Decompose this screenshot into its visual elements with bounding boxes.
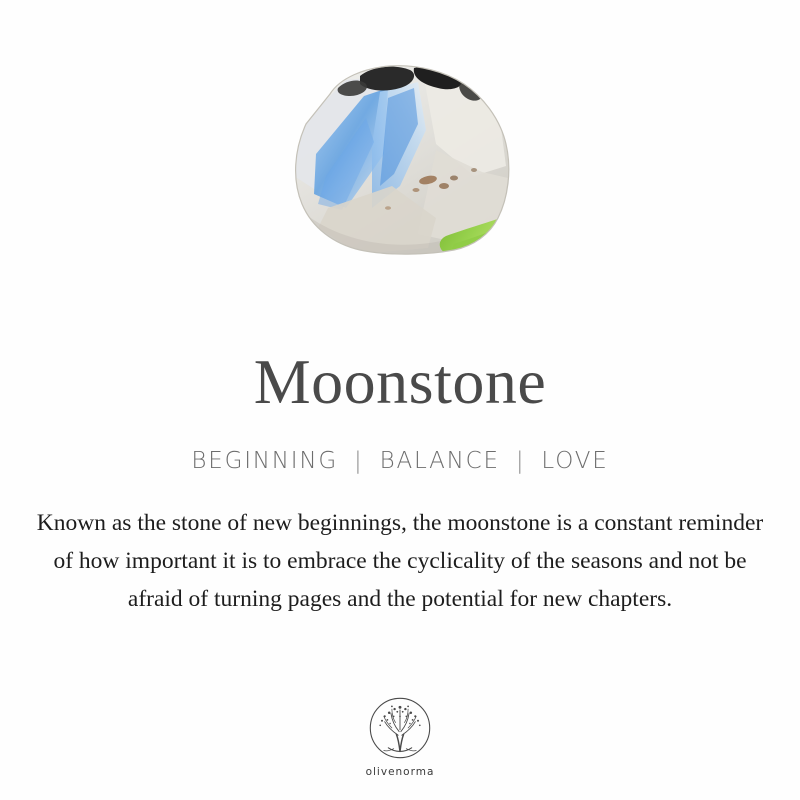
keyword-separator: |	[354, 448, 364, 474]
moonstone-image	[268, 58, 528, 273]
keyword-balance: BALANCE	[379, 448, 500, 474]
keyword-list	[191, 448, 608, 474]
description-text: Known as the stone of new beginnings, the moonstone is a constant reminder of how important it is to embrace the cyclicality of the seasons and not be afraid of turning pages and the potential for new chapters.	[36, 510, 764, 612]
tree-of-life-icon	[364, 692, 436, 764]
page-title: Moonstone	[253, 346, 547, 417]
brand-logo	[340, 692, 460, 778]
keyword-love: LOVE	[541, 448, 609, 474]
keyword-beginning: BEGINNING	[191, 448, 339, 474]
stone-image-wrap	[250, 58, 550, 288]
keyword-separator: |	[515, 448, 526, 474]
brand-name: olivenorma	[365, 766, 435, 778]
